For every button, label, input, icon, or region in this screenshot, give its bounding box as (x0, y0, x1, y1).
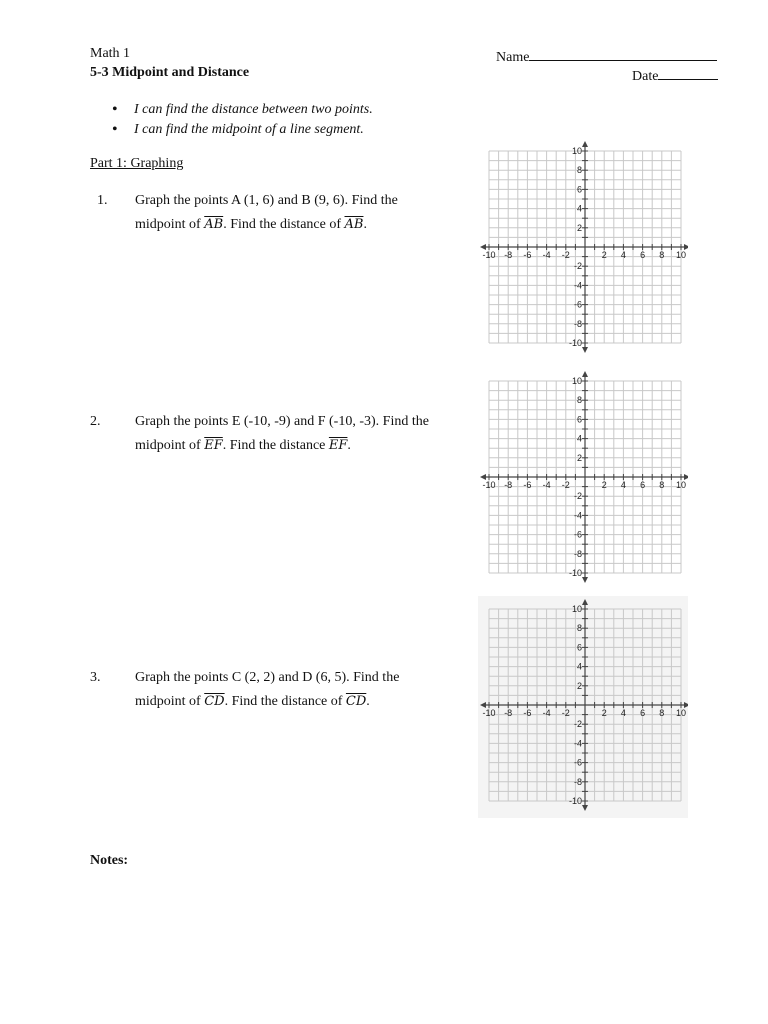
x-tick-label: 2 (601, 480, 607, 490)
segment-label: $\overline{CD}$ (345, 694, 367, 709)
y-tick-label: -2 (573, 491, 582, 502)
y-tick-label: -4 (573, 280, 582, 291)
problem-line: Graph the points C (2, 2) and D (6, 5). Find the (135, 670, 400, 685)
problem-line: Graph the points A (1, 6) and B (9, 6). Find the (135, 193, 398, 208)
x-tick-label: 6 (640, 480, 646, 490)
y-tick-label: -10 (568, 338, 582, 348)
worksheet-title: 5-3 Midpoint and Distance (90, 65, 250, 80)
segment-label: $\overline{AB}$ (204, 217, 224, 232)
x-tick-label: -10 (482, 250, 496, 260)
date-blank[interactable] (658, 65, 718, 80)
segment-label: $\overline{AB}$ (344, 217, 364, 232)
coordinate-grid-2[interactable] (478, 368, 688, 590)
problem-line: Graph the points E (-10, -9) and F (-10, -3). Find the (135, 414, 429, 429)
x-tick-label: -6 (523, 250, 532, 260)
course-label: Math 1 (90, 46, 131, 61)
x-tick-label: -4 (542, 480, 551, 490)
y-tick-label: -10 (568, 568, 582, 578)
coordinate-grid-1[interactable] (478, 138, 688, 360)
x-tick-label: -2 (561, 708, 570, 718)
problem-text (135, 410, 465, 458)
coordinate-grid-3[interactable] (478, 596, 688, 818)
x-tick-label: 8 (659, 480, 665, 490)
y-tick-label: 4 (576, 203, 582, 214)
x-tick-label: 10 (675, 708, 687, 718)
x-tick-label: -2 (561, 250, 570, 260)
x-tick-label: 2 (601, 708, 607, 718)
y-tick-label: 10 (571, 376, 582, 386)
x-tick-label: -6 (523, 708, 532, 718)
problem-text (135, 666, 465, 714)
y-tick-label: 10 (571, 146, 582, 156)
y-axis-arrow-up (582, 599, 588, 605)
y-tick-label: 2 (576, 222, 582, 233)
y-tick-label: 2 (576, 452, 582, 463)
y-axis-arrow-down (582, 347, 588, 353)
y-tick-label: 4 (576, 433, 582, 444)
y-axis-arrow-down (582, 805, 588, 811)
y-axis-arrow-up (582, 371, 588, 377)
segment-label: $\overline{CD}$ (204, 694, 225, 709)
x-tick-label: 10 (675, 480, 687, 490)
y-tick-label: -2 (573, 261, 582, 272)
objectives-list (112, 100, 373, 140)
x-tick-label: -8 (504, 480, 513, 490)
x-tick-label: -10 (482, 708, 496, 718)
x-tick-label: -8 (504, 708, 513, 718)
y-axis-arrow-down (582, 577, 588, 583)
x-tick-label: -10 (482, 480, 496, 490)
name-field[interactable] (496, 46, 717, 66)
segment-label: $\overline{EF}$ (328, 438, 348, 453)
x-tick-label: 8 (659, 708, 665, 718)
date-label: Date (632, 69, 659, 84)
x-tick-label: -4 (542, 250, 551, 260)
problem-3 (90, 666, 470, 716)
objective-item: • I can find the midpoint of a line segment. (112, 120, 373, 140)
problem-number: 1. (97, 193, 108, 208)
problem-1 (97, 189, 477, 239)
date-field[interactable] (632, 65, 718, 85)
problem-line: midpoint of $\overline{AB}$. Find the distance of $\overline{AB}$. (135, 217, 367, 232)
y-tick-label: -4 (573, 510, 582, 521)
y-axis-arrow-up (582, 141, 588, 147)
problem-line: midpoint of $\overline{CD}$. Find the distance of $\overline{CD}$. (135, 694, 370, 709)
y-tick-label: 8 (576, 165, 582, 176)
x-tick-label: -4 (542, 708, 551, 718)
y-tick-label: -8 (573, 776, 582, 787)
y-tick-label: -8 (573, 548, 582, 559)
y-tick-label: 6 (576, 642, 582, 653)
y-tick-label: 10 (571, 604, 582, 614)
x-tick-label: -6 (523, 480, 532, 490)
objective-item: • I can find the distance between two points. (112, 100, 373, 120)
x-tick-label: 4 (620, 708, 626, 718)
problem-text (135, 189, 465, 237)
y-tick-label: 6 (576, 414, 582, 425)
y-tick-label: -10 (568, 796, 582, 806)
part-heading: Part 1: Graphing (90, 156, 184, 171)
name-label: Name (496, 50, 530, 65)
x-tick-label: 6 (640, 250, 646, 260)
y-tick-label: 6 (576, 184, 582, 195)
y-tick-label: 4 (576, 661, 582, 672)
problem-number: 2. (90, 414, 101, 429)
y-tick-label: -2 (573, 719, 582, 730)
name-blank[interactable] (529, 46, 717, 61)
x-tick-label: 2 (601, 250, 607, 260)
x-tick-label: 4 (620, 250, 626, 260)
x-tick-label: -2 (561, 480, 570, 490)
y-tick-label: -6 (573, 529, 582, 540)
y-tick-label: -6 (573, 299, 582, 310)
x-tick-label: 10 (675, 250, 687, 260)
x-tick-label: 6 (640, 708, 646, 718)
y-tick-label: 8 (576, 623, 582, 634)
y-tick-label: -8 (573, 318, 582, 329)
y-tick-label: 8 (576, 395, 582, 406)
y-tick-label: 2 (576, 680, 582, 691)
notes-label: Notes: (90, 853, 129, 868)
problem-2 (90, 410, 470, 460)
segment-label: $\overline{EF}$ (204, 438, 223, 453)
y-tick-label: -4 (573, 738, 582, 749)
problem-line: midpoint of $\overline{EF}$. Find the distance $\overline{EF}$. (135, 438, 351, 453)
x-tick-label: -8 (504, 250, 513, 260)
x-tick-label: 4 (620, 480, 626, 490)
problem-number: 3. (90, 670, 101, 685)
y-tick-label: -6 (573, 757, 582, 768)
x-tick-label: 8 (659, 250, 665, 260)
